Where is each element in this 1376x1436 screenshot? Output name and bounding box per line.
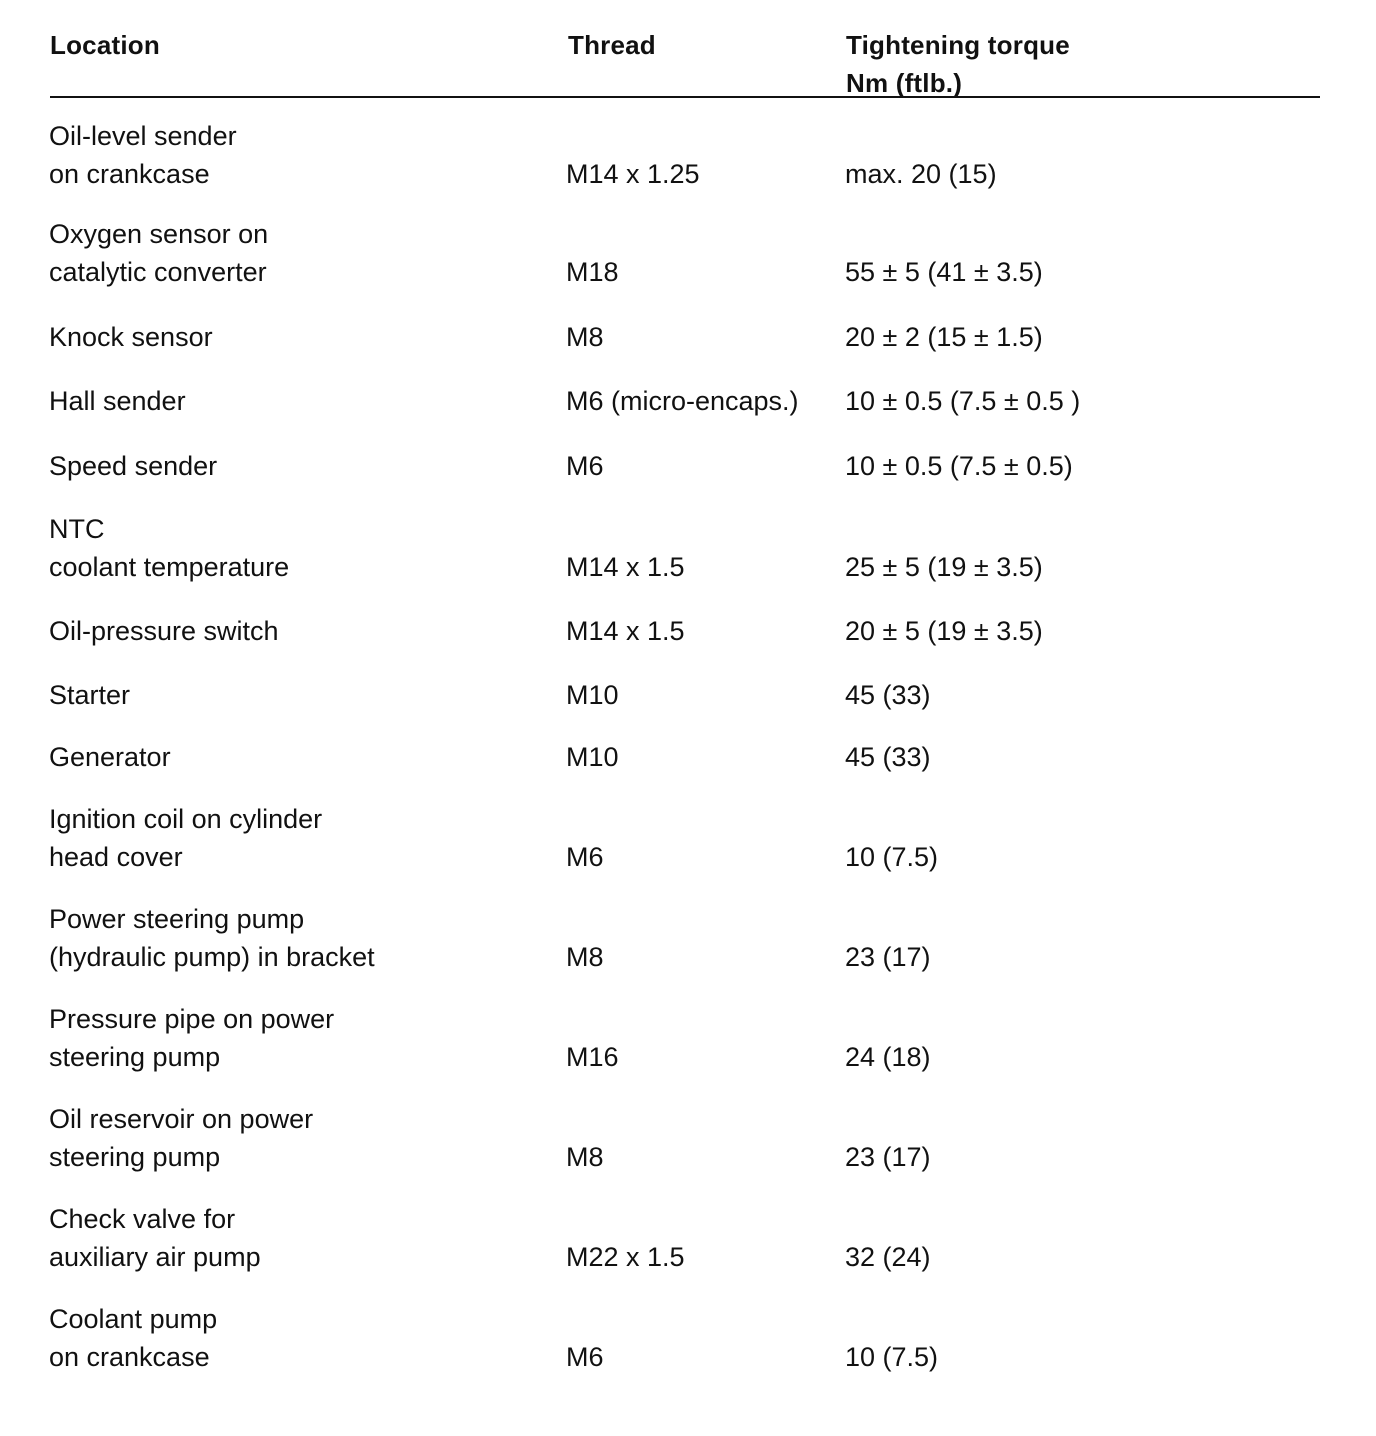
location-line: Pressure pipe on power <box>49 1004 335 1034</box>
cell-thread: M6 <box>566 842 604 872</box>
header-location-label: Location <box>50 30 160 60</box>
cell-thread: M18 <box>566 257 619 287</box>
cell-thread: M16 <box>566 1042 619 1072</box>
cell-thread: M8 <box>566 1142 604 1172</box>
location-line: Check valve for <box>49 1204 236 1234</box>
cell-location <box>49 738 171 776</box>
header-torque-unit: Nm (ftlb.) <box>846 68 963 98</box>
cell-location <box>49 1200 261 1276</box>
location-line: on crankcase <box>49 1342 210 1372</box>
cell-torque: 10 (7.5) <box>845 1342 939 1372</box>
cell-torque: 55 ± 5 (41 ± 3.5) <box>845 257 1043 287</box>
cell-location <box>49 382 186 420</box>
location-line: head cover <box>49 842 183 872</box>
location-line: on crankcase <box>49 159 210 189</box>
location-line: Ignition coil on cylinder <box>49 804 323 834</box>
location-line: auxiliary air pump <box>49 1242 261 1272</box>
location-line: Speed sender <box>49 451 218 481</box>
location-line: steering pump <box>49 1042 221 1072</box>
cell-location <box>49 1300 217 1376</box>
location-line: catalytic converter <box>49 257 267 287</box>
cell-torque: 23 (17) <box>845 942 931 972</box>
cell-thread: M6 <box>566 1342 604 1372</box>
location-line: Coolant pump <box>49 1304 218 1334</box>
cell-torque: max. 20 (15) <box>845 159 997 189</box>
cell-location <box>49 800 322 876</box>
cell-torque: 45 (33) <box>845 680 931 710</box>
cell-thread: M14 x 1.5 <box>566 552 685 582</box>
header-torque-label: Tightening torque <box>846 30 1070 60</box>
cell-location <box>49 1000 334 1076</box>
cell-location <box>49 676 130 714</box>
cell-torque: 20 ± 5 (19 ± 3.5) <box>845 616 1043 646</box>
location-line: Oil-level sender <box>49 121 237 151</box>
cell-torque: 10 (7.5) <box>845 842 939 872</box>
cell-location <box>49 447 217 485</box>
location-line: Power steering pump <box>49 904 305 934</box>
cell-thread: M10 <box>566 742 619 772</box>
cell-location <box>49 318 213 356</box>
cell-torque: 10 ± 0.5 (7.5 ± 0.5) <box>845 451 1073 481</box>
location-line: Oxygen sensor on <box>49 219 269 249</box>
cell-location <box>49 612 279 650</box>
cell-torque: 24 (18) <box>845 1042 931 1072</box>
location-line: steering pump <box>49 1142 221 1172</box>
cell-torque: 45 (33) <box>845 742 931 772</box>
location-line: NTC <box>49 514 105 544</box>
cell-torque: 20 ± 2 (15 ± 1.5) <box>845 322 1043 352</box>
location-line: (hydraulic pump) in bracket <box>49 942 375 972</box>
cell-location <box>49 117 237 193</box>
location-line: Hall sender <box>49 386 186 416</box>
cell-location <box>49 510 289 586</box>
cell-location <box>49 215 268 291</box>
cell-location <box>49 900 375 976</box>
cell-thread: M6 <box>566 451 604 481</box>
header-thread-label: Thread <box>568 30 656 60</box>
location-line: Knock sensor <box>49 322 213 352</box>
cell-thread: M22 x 1.5 <box>566 1242 685 1272</box>
cell-thread: M8 <box>566 942 604 972</box>
cell-thread: M14 x 1.5 <box>566 616 685 646</box>
cell-thread: M14 x 1.25 <box>566 159 700 189</box>
cell-thread: M6 (micro-encaps.) <box>566 386 799 416</box>
cell-torque: 23 (17) <box>845 1142 931 1172</box>
cell-thread: M10 <box>566 680 619 710</box>
cell-torque: 25 ± 5 (19 ± 3.5) <box>845 552 1043 582</box>
location-line: Generator <box>49 742 171 772</box>
cell-thread: M8 <box>566 322 604 352</box>
cell-location <box>49 1100 313 1176</box>
cell-torque: 10 ± 0.5 (7.5 ± 0.5 ) <box>845 386 1081 416</box>
location-line: coolant temperature <box>49 552 290 582</box>
location-line: Oil reservoir on power <box>49 1104 314 1134</box>
cell-torque: 32 (24) <box>845 1242 931 1272</box>
location-line: Oil-pressure switch <box>49 616 279 646</box>
location-line: Starter <box>49 680 131 710</box>
